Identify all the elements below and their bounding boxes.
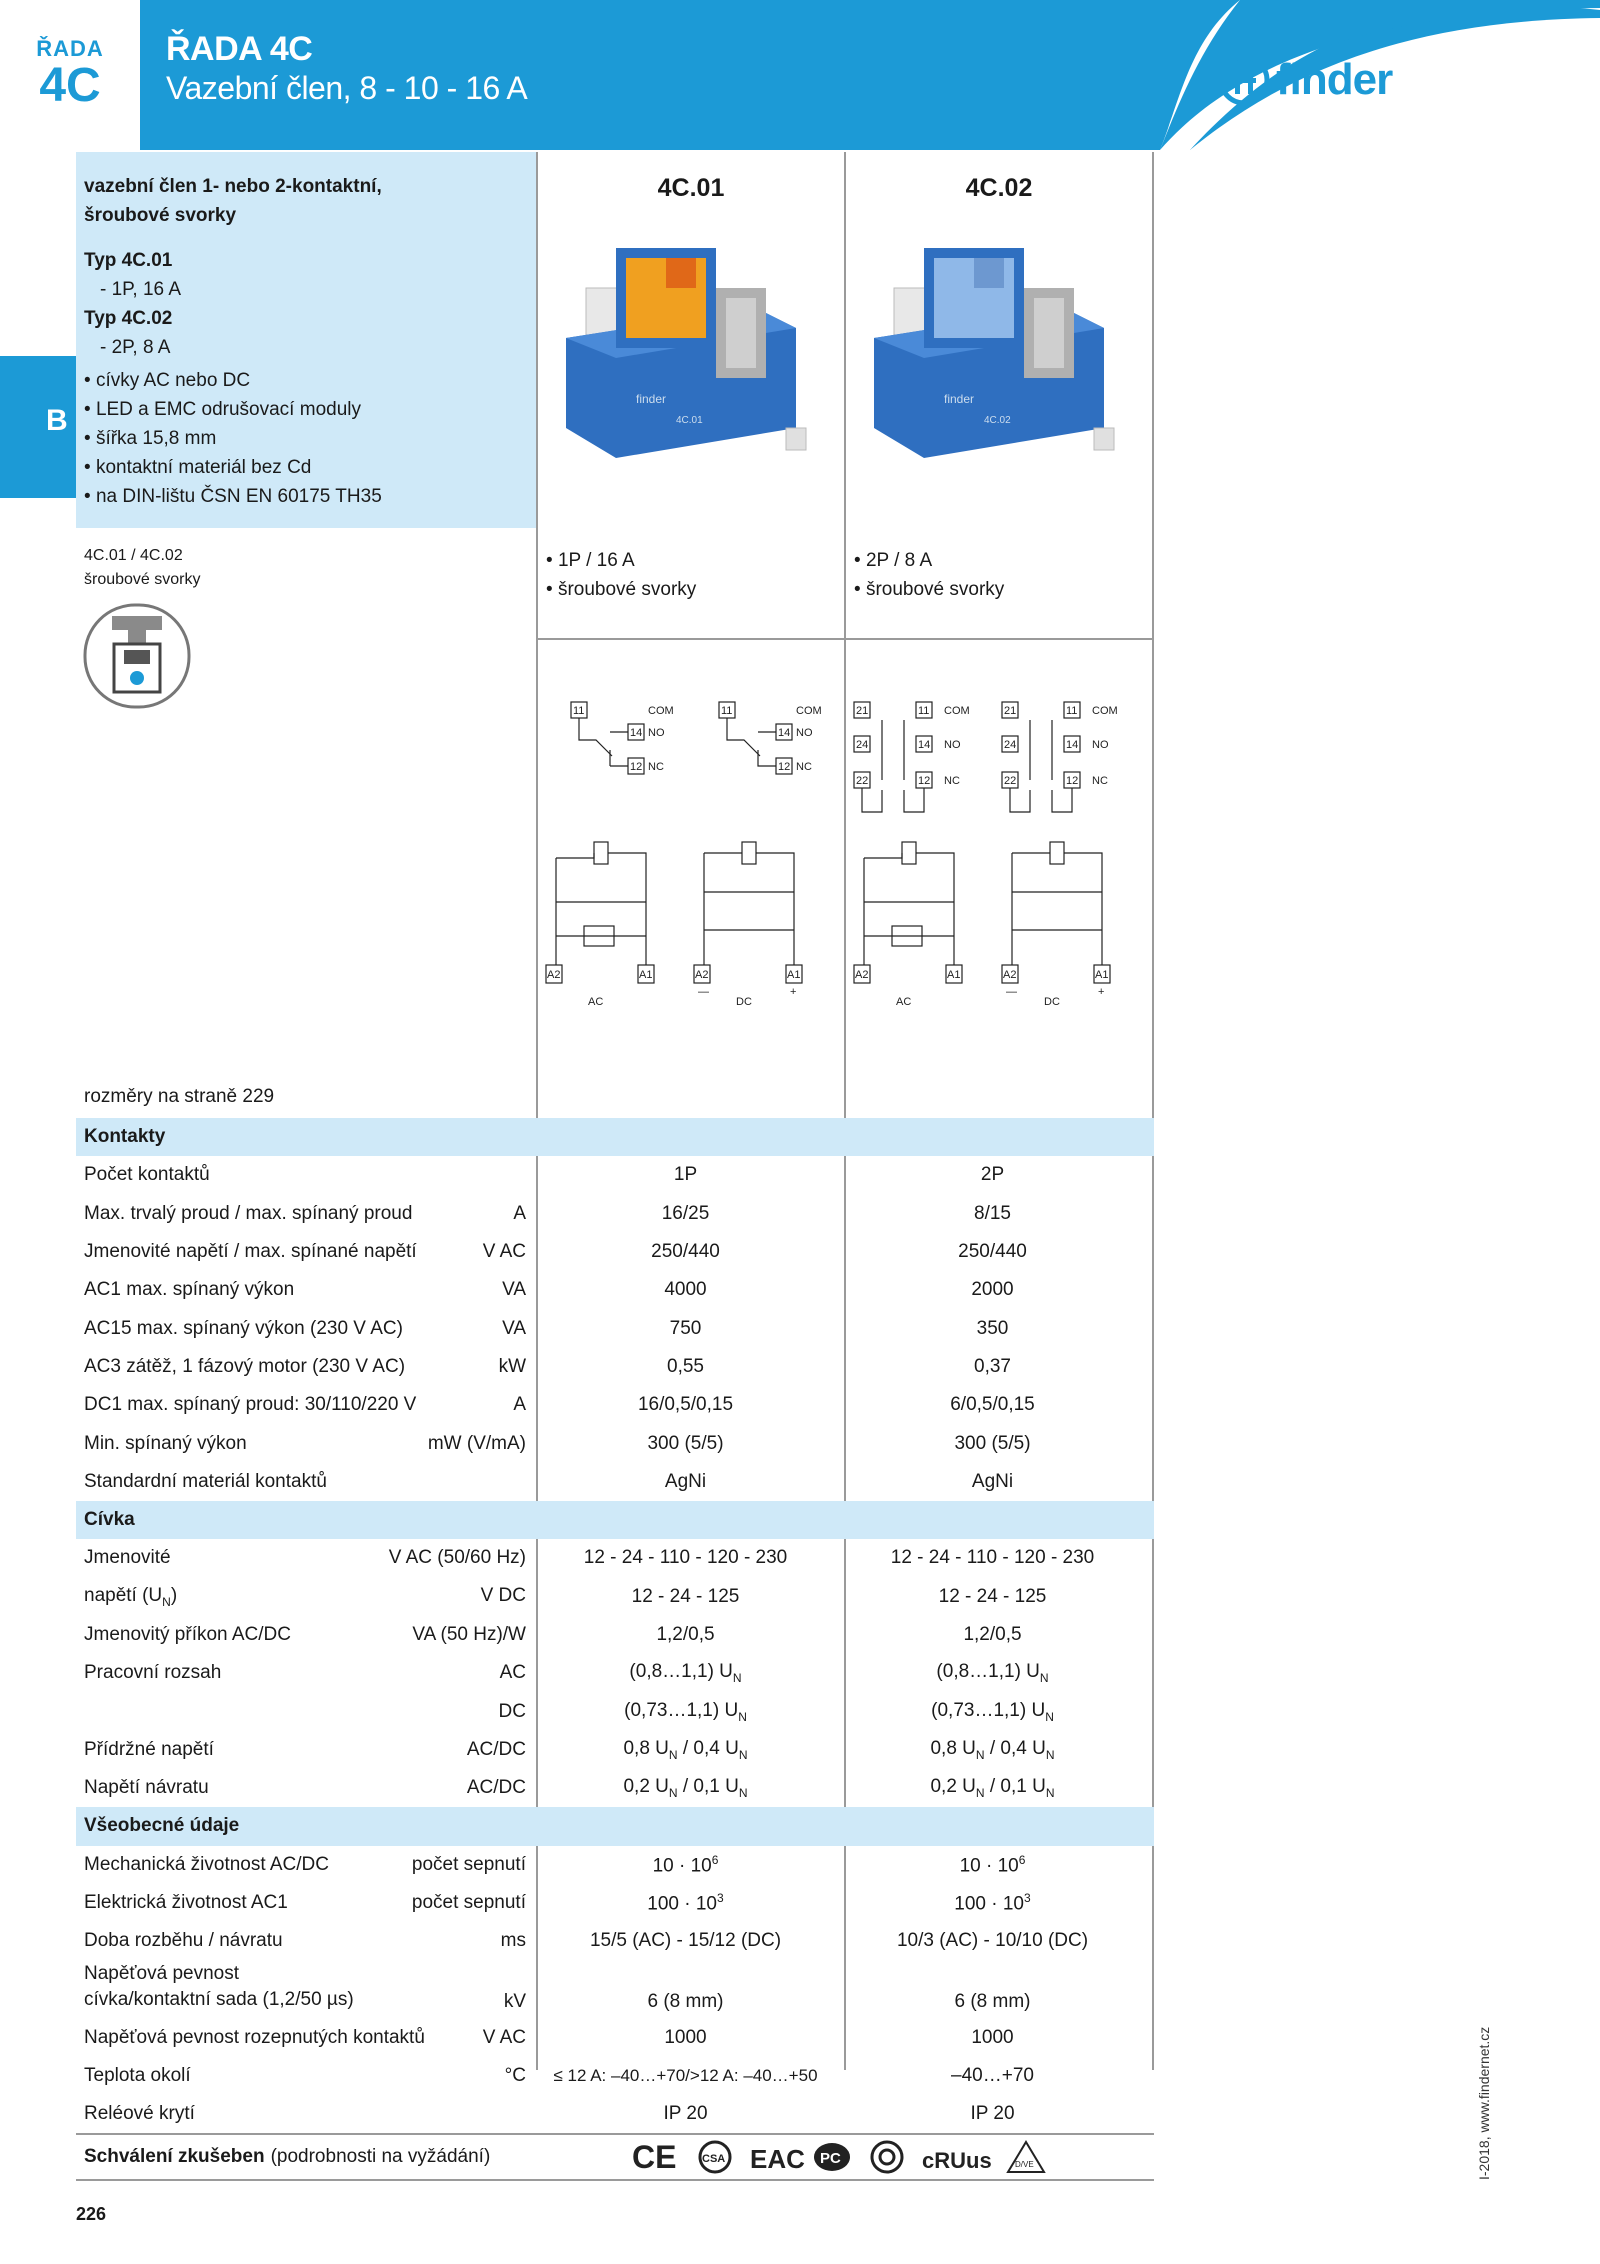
row-unit: V AC: [482, 1241, 526, 1263]
row-label: Napěťová pevnost cívka/kontaktní sada (1,2/50 µs): [84, 1962, 354, 2010]
value-4c01: 4000: [664, 1279, 707, 1301]
svg-text:A1: A1: [1095, 969, 1109, 981]
value-4c02: (0,8…1,1) $U_N$: [936, 1661, 1049, 1686]
vde-mark-icon: [1006, 2140, 1046, 2174]
product-photo-4c02: [864, 228, 1124, 468]
svg-text:—: —: [1006, 986, 1017, 998]
page-subtitle: Vazební člen, 8 - 10 - 16 A: [166, 70, 528, 106]
table-row: [76, 1463, 1154, 1501]
value-4c02: $100 \cdot 10^3$: [954, 1890, 1031, 1915]
row-label: Max. trvalý proud / max. spínaný proud: [84, 1202, 413, 1224]
row-unit: AC: [499, 1662, 526, 1684]
product-bullet: • šroubové svorky: [546, 575, 696, 604]
value-4c01: ≤ 12 A: –40…+70/>12 A: –40…+50: [553, 2065, 818, 2085]
table-row: [76, 1233, 1154, 1271]
value-4c02: 0,2 $U_N / 0,1$ $U_N$: [930, 1776, 1055, 1801]
page-title: ŘADA 4C: [166, 30, 313, 68]
type2-desc: - 2P, 8 A: [100, 337, 171, 358]
row-label: Jmenovité: [84, 1547, 171, 1569]
row-unit: ms: [500, 1930, 526, 1952]
table-row: [76, 1922, 1154, 1960]
svg-text:AC: AC: [896, 996, 912, 1008]
svg-text:12: 12: [1066, 775, 1079, 787]
table-row: [76, 1195, 1154, 1233]
terminal-note-line1: 4C.01 / 4C.02: [84, 547, 183, 564]
table-row: [76, 1156, 1154, 1194]
contact-diagram-4c01-dc: [719, 702, 822, 774]
row-label: Min. spínaný výkon: [84, 1432, 247, 1454]
value-4c02: 10/3 (AC) - 10/10 (DC): [896, 1930, 1089, 1952]
value-4c01: 1P: [673, 1164, 698, 1186]
value-4c02: IP 20: [970, 2103, 1015, 2125]
value-4c02: 1000: [971, 2026, 1014, 2048]
svg-text:NC: NC: [796, 761, 812, 773]
wiring-diagrams: [546, 690, 1146, 1030]
coil-circuit-4c02-ac: [854, 842, 962, 1008]
svg-text:22: 22: [856, 775, 869, 787]
svg-text:NC: NC: [648, 761, 664, 773]
brand-name: finder: [1276, 55, 1393, 104]
row-unit: VA: [502, 1279, 526, 1301]
row-label: Napěťová pevnost rozepnutých kontaktů: [84, 2026, 425, 2048]
svg-text:+: +: [1098, 986, 1105, 998]
value-4c02: 2000: [971, 1279, 1014, 1301]
type2-label: Typ 4C.02: [84, 308, 173, 329]
row-label: Doba rozběhu / návratu: [84, 1930, 283, 1952]
value-4c01: 750: [669, 1317, 702, 1339]
header-band: [0, 0, 1600, 150]
value-4c02: 1,2/0,5: [963, 1624, 1022, 1645]
value-4c01: 16/25: [661, 1202, 710, 1224]
svg-text:A1: A1: [787, 969, 801, 981]
svg-text:21: 21: [856, 705, 869, 717]
value-4c01: 12 - 24 - 110 - 120 - 230: [583, 1547, 788, 1569]
row-unit: A: [513, 1394, 526, 1416]
section-tab-letter: B: [46, 404, 68, 437]
row-unit: počet sepnutí: [411, 1853, 526, 1875]
svg-text:24: 24: [856, 739, 869, 751]
csa-mark-icon: [698, 2140, 732, 2174]
svg-text:CSA: CSA: [702, 2153, 726, 2166]
coil-circuit-4c01-ac: [546, 842, 654, 1008]
svg-text:NO: NO: [796, 727, 813, 739]
row-label: napětí $(U_N)$: [84, 1584, 178, 1609]
approvals-row: [76, 2133, 1154, 2181]
row-label: Teplota okolí: [84, 2064, 191, 2086]
row-label: Jmenovité napětí / max. spínané napětí: [84, 1241, 417, 1263]
section-label: Kontakty: [84, 1126, 166, 1148]
table-row: [76, 1539, 1154, 1577]
product-bullet: • 2P / 8 A: [854, 546, 1004, 575]
svg-text:CE: CE: [632, 2139, 677, 2176]
svg-text:EAC: EAC: [750, 2144, 805, 2175]
terminal-note: [84, 544, 201, 592]
value-4c01: 0,2 $U_N / 0,1$ $U_N$: [623, 1776, 748, 1801]
approval-marks: [532, 2140, 1146, 2174]
ul-mark-icon: [922, 2140, 992, 2174]
feature-item: • na DIN-lištu ČSN EN 60175 TH35: [84, 482, 526, 511]
series-box: [0, 0, 140, 150]
eac-mark-icon: [750, 2140, 805, 2175]
row-label: Přídržné napětí: [84, 1738, 214, 1760]
type1-label: Typ 4C.01: [84, 250, 173, 271]
feature-list: [84, 366, 526, 511]
svg-text:12: 12: [630, 761, 643, 773]
contact-diagram-4c02-dc: [1002, 702, 1118, 812]
row-label: AC15 max. spínaný výkon (230 V AC): [84, 1317, 403, 1339]
svg-text:—: —: [698, 986, 709, 998]
row-unit: V AC: [482, 2026, 526, 2048]
spec-table: [76, 1118, 1154, 2181]
table-row: [76, 2057, 1154, 2095]
value-4c02: 2P: [980, 1164, 1005, 1186]
finder-logo-icon: [1218, 54, 1270, 106]
value-4c01: AgNi: [664, 1470, 707, 1492]
row-label: Jmenovitý příkon AC/DC: [84, 1624, 291, 1645]
table-row: [76, 1386, 1154, 1424]
row-label: Pracovní rozsah: [84, 1662, 222, 1684]
contact-diagram-4c01-ac: [571, 702, 674, 774]
row-label: Standardní materiál kontaktů: [84, 1470, 327, 1492]
photo-label: 4C.01: [676, 415, 703, 426]
row-label: DC1 max. spínaný proud: 30/110/220 V: [84, 1394, 417, 1416]
finder-logo: [1218, 54, 1392, 106]
value-4c02: 8/15: [974, 1202, 1011, 1224]
product-photo-4c01: [556, 228, 816, 468]
table-row: [76, 1731, 1154, 1769]
ce-mark-icon: [632, 2140, 680, 2174]
row-unit: DC: [498, 1700, 526, 1722]
product-bullets-4c02: [854, 546, 1004, 604]
value-4c01: $100 \cdot 10^3$: [647, 1890, 724, 1915]
feature-item: • kontaktní materiál bez Cd: [84, 453, 526, 482]
value-4c02: $10 \cdot 10^6$: [959, 1852, 1026, 1876]
table-row: [76, 1961, 1154, 2019]
product-code-4c01: 4C.01: [657, 174, 725, 202]
row-label: Elektrická životnost AC1: [84, 1892, 288, 1914]
pc-mark-icon: [812, 2140, 852, 2174]
row-unit: VA (50 Hz)/W: [412, 1624, 526, 1645]
svg-text:NO: NO: [944, 739, 961, 751]
table-row: [76, 1769, 1154, 1807]
value-4c01: (0,8…1,1) $U_N$: [629, 1661, 742, 1686]
svg-text:AC: AC: [588, 996, 604, 1008]
svg-text:11: 11: [573, 705, 585, 717]
row-label: Mechanická životnost AC/DC: [84, 1853, 329, 1875]
value-4c02: –40…+70: [951, 2064, 1034, 2086]
value-4c02: 6/0,5/0,15: [950, 1394, 1035, 1416]
value-4c01: 1,2/0,5: [656, 1624, 715, 1645]
svg-text:+: +: [790, 986, 797, 998]
table-row: [76, 2095, 1154, 2133]
value-4c02: 250/440: [958, 1241, 1027, 1263]
feature-heading-2: šroubové svorky: [84, 205, 237, 226]
row-divider: [536, 638, 1154, 640]
row-unit: AC/DC: [466, 1738, 526, 1760]
svg-text:COM: COM: [796, 705, 822, 717]
imq-mark-icon: [870, 2140, 904, 2174]
approvals-label: Schválení zkušeben: [84, 2146, 265, 2168]
svg-text:cRUus: cRUus: [922, 2148, 992, 2174]
section-label: Všeobecné údaje: [84, 1815, 240, 1837]
value-4c02: 300 (5/5): [954, 1432, 1031, 1454]
svg-text:NC: NC: [1092, 775, 1108, 787]
screw-terminal-icon: [84, 604, 190, 708]
svg-text:DC: DC: [736, 996, 752, 1008]
row-label: AC1 max. spínaný výkon: [84, 1279, 295, 1301]
svg-text:14: 14: [918, 739, 931, 751]
svg-text:14: 14: [630, 727, 643, 739]
type1-desc: - 1P, 16 A: [100, 279, 181, 300]
svg-text:D/VE: D/VE: [1015, 2160, 1034, 2170]
section-general: [76, 1807, 1154, 1845]
svg-text:12: 12: [778, 761, 791, 773]
svg-text:11: 11: [1066, 705, 1078, 717]
product-bullet: • šroubové svorky: [854, 575, 1004, 604]
value-4c01: (0,73…1,1) $U_N$: [624, 1699, 747, 1724]
feature-heading-1: vazební člen 1- nebo 2-kontaktní,: [84, 176, 382, 197]
row-label: Počet kontaktů: [84, 1164, 210, 1186]
svg-text:COM: COM: [1092, 705, 1118, 717]
svg-text:finder: finder: [944, 392, 975, 406]
svg-text:11: 11: [721, 705, 733, 717]
dimensions-note: rozměry na straně 229: [84, 1086, 275, 1107]
value-4c01: 16/0,5/0,15: [637, 1394, 734, 1416]
row-unit: °C: [504, 2064, 526, 2086]
table-row: [76, 1348, 1154, 1386]
row-unit: VA: [502, 1317, 526, 1339]
row-unit: mW (V/mA): [427, 1432, 526, 1454]
svg-text:NO: NO: [1092, 739, 1109, 751]
value-4c01: IP 20: [663, 2103, 708, 2125]
value-4c02: 350: [976, 1317, 1009, 1339]
value-4c01: 15/5 (AC) - 15/12 (DC): [589, 1930, 782, 1952]
value-4c01: 6 (8 mm): [647, 1990, 724, 2012]
value-4c02: 12 - 24 - 125: [938, 1585, 1047, 1607]
row-label: Napětí návratu: [84, 1777, 209, 1799]
row-unit: AC/DC: [466, 1777, 526, 1799]
table-row: [76, 1884, 1154, 1922]
svg-text:A2: A2: [1003, 969, 1017, 981]
svg-text:A2: A2: [547, 969, 561, 981]
feature-item: • cívky AC nebo DC: [84, 366, 526, 395]
value-4c02: (0,73…1,1) $U_N$: [931, 1699, 1054, 1724]
value-4c02: 0,8 $U_N / 0,4$ $U_N$: [930, 1738, 1055, 1762]
photo-label: 4C.02: [984, 415, 1011, 426]
svg-text:finder: finder: [636, 392, 667, 406]
table-row: [76, 1578, 1154, 1616]
section-label: Cívka: [84, 1509, 135, 1531]
terminal-note-line2: šroubové svorky: [84, 571, 201, 588]
value-4c01: $10 \cdot 10^6$: [652, 1852, 719, 1876]
row-unit: A: [513, 1202, 526, 1224]
value-4c02: 0,37: [974, 1355, 1011, 1377]
svg-text:A2: A2: [695, 969, 709, 981]
svg-text:COM: COM: [944, 705, 970, 717]
svg-text:24: 24: [1004, 739, 1017, 751]
value-4c01: 300 (5/5): [647, 1432, 724, 1454]
value-4c02: AgNi: [971, 1470, 1014, 1492]
svg-text:12: 12: [918, 775, 931, 787]
approvals-note: (podrobnosti na vyžádání): [270, 2146, 491, 2168]
value-4c01: 0,8 $U_N / 0,4$ $U_N$: [623, 1738, 748, 1762]
value-4c01: 250/440: [651, 1241, 720, 1263]
row-label: Reléové krytí: [84, 2103, 195, 2125]
svg-text:11: 11: [918, 705, 930, 717]
svg-text:14: 14: [778, 727, 791, 739]
svg-text:A1: A1: [639, 969, 653, 981]
row-unit: kV: [503, 1990, 526, 2012]
table-row: [76, 1654, 1154, 1692]
feature-item: • LED a EMC odrušovací moduly: [84, 395, 526, 424]
product-bullets-4c01: [546, 546, 696, 604]
table-row: [76, 1424, 1154, 1462]
table-row: [76, 1616, 1154, 1654]
side-note: I-2018, www.findernet.cz: [1476, 2026, 1492, 2180]
product-bullet: • 1P / 16 A: [546, 546, 696, 575]
row-unit: V AC (50/60 Hz): [388, 1547, 526, 1569]
svg-text:NO: NO: [648, 727, 665, 739]
row-unit: V DC: [480, 1584, 526, 1606]
svg-text:PC: PC: [820, 2150, 841, 2168]
svg-text:21: 21: [1004, 705, 1017, 717]
section-coil: [76, 1501, 1154, 1539]
feature-panel: [76, 152, 536, 528]
row-unit: kW: [498, 1355, 526, 1377]
svg-text:A1: A1: [947, 969, 961, 981]
contact-diagram-4c02-ac: [854, 702, 970, 812]
table-row: [76, 1309, 1154, 1347]
svg-text:14: 14: [1066, 739, 1079, 751]
series-big: 4C: [39, 59, 101, 112]
svg-text:DC: DC: [1044, 996, 1060, 1008]
value-4c01: 0,55: [667, 1355, 704, 1377]
coil-circuit-4c01-dc: [694, 842, 802, 1008]
value-4c02: 6 (8 mm): [954, 1990, 1031, 2012]
value-4c02: 12 - 24 - 110 - 120 - 230: [890, 1547, 1095, 1569]
table-row: [76, 1692, 1154, 1730]
svg-text:COM: COM: [648, 705, 674, 717]
row-label: AC3 zátěž, 1 fázový motor (230 V AC): [84, 1355, 406, 1377]
table-row: [76, 2019, 1154, 2057]
product-code-4c02: 4C.02: [965, 174, 1033, 202]
feature-item: • šířka 15,8 mm: [84, 424, 526, 453]
svg-text:22: 22: [1004, 775, 1017, 787]
table-row: [76, 1271, 1154, 1309]
table-row: [76, 1846, 1154, 1884]
value-4c01: 1000: [664, 2026, 707, 2048]
row-unit: počet sepnutí: [411, 1892, 526, 1914]
series-small: ŘADA: [36, 36, 104, 61]
svg-text:A2: A2: [855, 969, 869, 981]
section-contacts: [76, 1118, 1154, 1156]
svg-text:NC: NC: [944, 775, 960, 787]
coil-circuit-4c02-dc: [1002, 842, 1110, 1008]
section-tab: [0, 356, 76, 498]
value-4c01: 12 - 24 - 125: [631, 1585, 740, 1607]
page-number: 226: [76, 2204, 107, 2224]
